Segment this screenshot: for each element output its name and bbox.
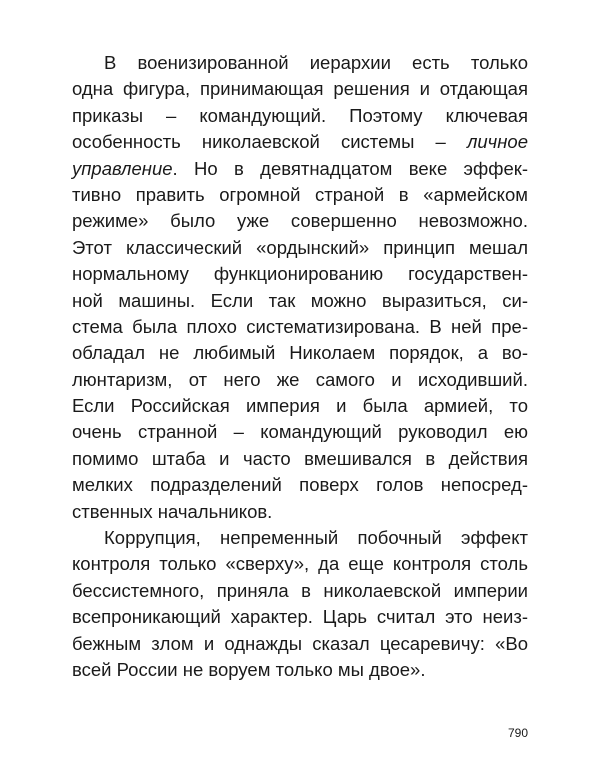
text-line: люнтаризм, от него же самого и исходивший. <box>72 368 528 390</box>
text-line: ной машины. Если так можно выразиться, си- <box>72 289 528 311</box>
text-line: стема была плохо систематизирована. В ней пре- <box>72 315 528 337</box>
text-line: очень странной – командующий руководил ею <box>72 421 528 443</box>
text-line: Коррупция, непременный побочный эффект <box>104 527 528 549</box>
text-line: мелких подразделений поверх голов непосред- <box>72 474 528 496</box>
text-line: бежным злом и однажды сказал цесаревичу: «Во <box>72 632 528 654</box>
text-line: бессистемного, приняла в николаевской империи <box>72 579 528 601</box>
text-line: контроля только «сверху», да еще контроля столь <box>72 553 528 575</box>
text-line: всей России не воруем только мы двое». <box>72 658 426 680</box>
text-line: помимо штаба и часто вмешивался в действия <box>72 447 528 469</box>
text-line: управление. Но в девятнадцатом веке эффек- <box>72 157 528 179</box>
text-line: всепроникающий характер. Царь считал это неиз- <box>72 606 528 628</box>
text-line: приказы – командующий. Поэтому ключевая <box>72 104 528 126</box>
text-line: особенность николаевской системы – личное <box>72 131 528 153</box>
text-line: Если Российская империя и была армией, то <box>72 395 528 417</box>
page-body <box>72 50 528 683</box>
italic-phrase: личное <box>466 131 528 153</box>
paragraph <box>72 50 528 525</box>
text-line: В военизированной иерархии есть только <box>104 52 528 73</box>
page-number: 790 <box>508 726 529 740</box>
paragraph <box>72 525 528 683</box>
italic-phrase: управление <box>72 157 173 179</box>
text-line: нормальному функционированию государствен- <box>72 263 528 285</box>
text-line: тивно править огромной страной в «армейском <box>72 183 528 205</box>
text-line: обладал не любимый Николаем порядок, а во- <box>72 342 528 364</box>
text-line: ственных начальников. <box>72 500 273 522</box>
text-line: Этот классический «ордынский» принцип мешал <box>72 236 528 258</box>
text-line: режиме» было уже совершенно невозможно. <box>72 210 528 232</box>
text-line: одна фигура, принимающая решения и отдающая <box>72 78 528 100</box>
